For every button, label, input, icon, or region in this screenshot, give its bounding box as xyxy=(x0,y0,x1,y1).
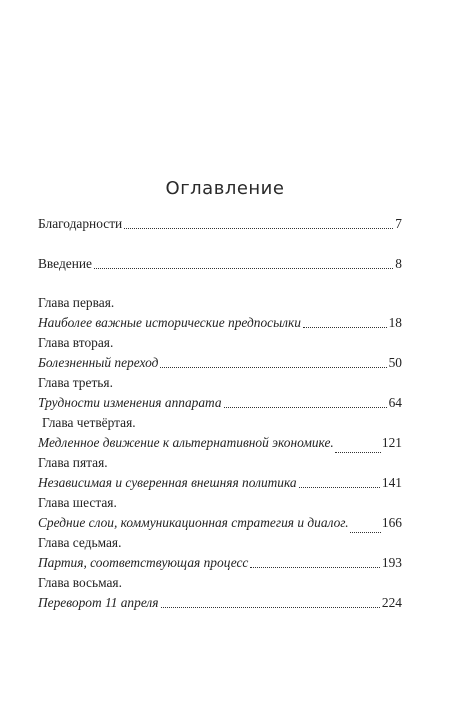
toc-entry-page: 7 xyxy=(395,216,402,231)
toc-entry-title: Партия, соответствующая процесс xyxy=(38,555,249,570)
toc-entry-title: Введение xyxy=(38,256,92,271)
dot-leader xyxy=(299,476,380,488)
toc-entry-title: Благодарности xyxy=(38,216,123,231)
chapter-label: Глава пятая. xyxy=(38,455,108,470)
toc-entry-introduction xyxy=(38,254,402,274)
chapter-label: Глава восьмая. xyxy=(38,575,122,590)
toc-entry-title: Трудности изменения аппарата xyxy=(38,395,222,410)
toc-entry-page: 8 xyxy=(395,256,402,271)
chapter-label: Глава вторая. xyxy=(38,335,114,350)
dot-leader xyxy=(124,217,393,229)
toc-entry-page: 224 xyxy=(381,595,402,610)
toc-entry-page: 18 xyxy=(388,315,402,330)
toc-entry-page: 50 xyxy=(388,355,402,370)
toc-entry-title: Средние слои, коммуникационная стратегия и диалог. xyxy=(38,515,349,530)
toc-entry-chapter-6 xyxy=(38,513,402,533)
toc-entry-page: 141 xyxy=(381,475,402,490)
dot-leader xyxy=(94,257,393,269)
dot-leader xyxy=(250,556,380,568)
dot-leader xyxy=(335,441,381,453)
toc-entry-page: 64 xyxy=(388,395,402,410)
toc-heading: Оглавление xyxy=(165,178,285,199)
chapter-label: Глава шестая. xyxy=(38,495,117,510)
toc-entry-chapter-1 xyxy=(38,313,402,333)
chapter-label: Глава седьмая. xyxy=(38,535,122,550)
toc-entry-title: Болезненный переход xyxy=(38,355,159,370)
toc-entry-page: 121 xyxy=(381,435,402,450)
toc-entry-chapter-5 xyxy=(38,473,402,493)
chapter-label: Глава третья. xyxy=(38,375,113,390)
toc-entry-title: Независимая и суверенная внешняя политика xyxy=(38,475,297,490)
chapter-label: Глава первая. xyxy=(38,295,115,310)
toc-entry-chapter-7 xyxy=(38,553,402,573)
toc-entry-page: 193 xyxy=(381,555,402,570)
toc-entry-page: 166 xyxy=(381,515,402,530)
toc-entry-title: Переворот 11 апреля xyxy=(38,595,159,610)
dot-leader xyxy=(350,521,381,533)
toc-entry-title: Медленное движение к альтернативной экономике. xyxy=(38,435,334,450)
toc-entry-chapter-4 xyxy=(38,433,402,453)
dot-leader xyxy=(160,356,386,368)
dot-leader xyxy=(303,316,387,328)
dot-leader xyxy=(224,396,387,408)
toc-entry-chapter-8 xyxy=(38,593,402,613)
toc-entry-chapter-3 xyxy=(38,393,402,413)
toc-entry-title: Наиболее важные исторические предпосылки xyxy=(38,315,301,330)
toc-entry-chapter-2 xyxy=(38,353,402,373)
dot-leader xyxy=(161,596,380,608)
table-of-contents xyxy=(38,214,402,613)
chapter-label: Глава четвёртая. xyxy=(42,415,136,430)
toc-entry-acknowledgements xyxy=(38,214,402,234)
